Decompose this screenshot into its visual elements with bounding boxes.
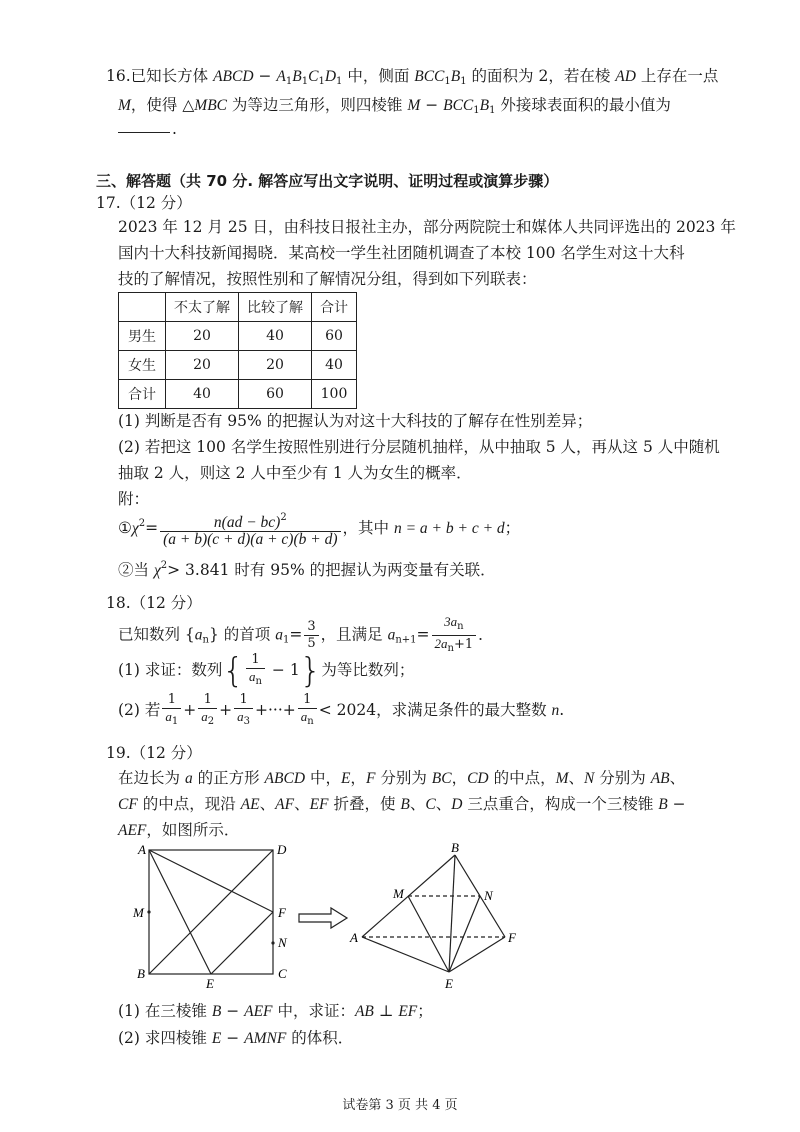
q17-subquestion-1: (1) 判断是否有 95% 的把握认为对这十大科技的了解存在性别差异； (118, 412, 593, 430)
label-A: A (138, 842, 146, 857)
label-F: F (508, 930, 516, 945)
q19-figure (125, 838, 545, 998)
label-B: B (451, 840, 459, 855)
label-A: A (350, 930, 358, 945)
table-cell: 60 (312, 322, 357, 351)
q19-line3: AEF，如图所示． (118, 821, 240, 839)
contingency-table (118, 292, 357, 409)
q16-line2: M，使得 △MBC 为等边三角形，则四棱锥 $M - BCC_1B_1$ 外接球表面积的最小值为 (118, 96, 671, 116)
q19-subquestion-2: (2) 求四棱锥 E − AMNF 的体积． (118, 1029, 354, 1047)
label-M: M (393, 886, 404, 901)
label-B: B (137, 966, 145, 981)
label-D: D (277, 842, 287, 857)
label-C: C (278, 966, 287, 981)
label-M: M (133, 905, 144, 920)
edge-BE (449, 855, 455, 972)
table-header-cell (119, 293, 166, 322)
table-row (119, 380, 357, 409)
table-row (119, 351, 357, 380)
square-figure (149, 850, 273, 974)
q17-subquestion-2-line2: 抽取 2 人，则这 2 人中至少有 1 人为女生的概率． (118, 464, 472, 482)
segment-AE (149, 850, 211, 974)
q18-line1: 已知数列 $\{a_n\}$ 的首项 $a_1=$ $\frac{3}{5}$ ，且满足 $a_{n+1}=$ $\frac{3a_n}{2a_n+1}$ ． (118, 614, 494, 657)
q16-line1: 16.已知长方体 ABCD − $A_1B_1C_1D_1$ 中，侧面 $BCC_1B_1$ 的面积为 2，若在棱 AD 上存在一点 (106, 67, 719, 87)
edge-EF (449, 937, 505, 972)
section-3-header: 三、解答题（共 70 分. 解答应写出文字说明、证明过程或演算步骤） (96, 172, 559, 190)
segment-EM (408, 896, 449, 972)
table-row (119, 322, 357, 351)
table-cell: 40 (166, 380, 239, 409)
table-cell: 合计 (119, 380, 166, 409)
label-E: E (206, 976, 214, 991)
table-cell: 女生 (119, 351, 166, 380)
chi-square-fraction: $\frac{n(ad - bc)^2}{(a + b)(c + d)(a + c)(b + d)}$ (160, 510, 340, 548)
table-header-row (119, 293, 357, 322)
q17-formula-chi-square: $①\chi^2=$ $\frac{n(ad - bc)^2}{(a + b)(c + d)(a + c)(b + d)}$ ，其中 n = a + b + c + d； (118, 512, 521, 548)
q17-formula-threshold: ②当 $\chi^2> 3.841$ 时有 95% 的把握认为两变量有关联． (118, 560, 496, 579)
table-cell: 20 (166, 322, 239, 351)
q19-line1: 在边长为 a 的正方形 ABCD 中，E，F 分别为 BC，CD 的中点，M、N 分别为 AB、 (118, 769, 686, 787)
q16-period: . (172, 120, 177, 138)
table-cell: 20 (166, 351, 239, 380)
reciprocal-fraction: $\frac{1}{a_n}$ (246, 652, 265, 690)
q17-paragraph-line3: 技的了解情况，按照性别和了解情况分组，得到如下列联表： (118, 270, 537, 288)
recurrence-fraction: $\frac{3a_n}{2a_n+1}$ (432, 614, 477, 657)
page-footer: 试卷第 3 页 共 4 页 (342, 1098, 458, 1113)
q17-header: 17.（12 分） (96, 194, 192, 212)
q17-subquestion-2-line1: (2) 若把这 100 名学生按照性别进行分层随机抽样，从中抽取 5 人，再从这 5 人中随机 (118, 438, 720, 456)
segment-AF (149, 850, 273, 912)
label-F: F (278, 905, 286, 920)
pyramid-figure (362, 855, 505, 972)
point-N-dot (271, 941, 274, 944)
point-M-dot (147, 910, 150, 913)
label-N: N (484, 888, 493, 903)
table-cell: 20 (239, 351, 312, 380)
q18-subquestion-1: (1) 求证：数列{ $\frac{1}{a_n}$ − 1}为等比数列； (118, 651, 415, 691)
q19-line2: CF 的中点，现沿 AE、AF、EF 折叠，使 B、C、D 三点重合，构成一个三棱锥 B − (118, 795, 686, 813)
segment-EF (211, 912, 273, 974)
table-header-cell: 合计 (312, 293, 357, 322)
fraction-3-5: $\frac{3}{5}$ (304, 619, 318, 652)
table-cell: 100 (312, 380, 357, 409)
label-E: E (445, 976, 453, 991)
q18-subquestion-2: (2) 若 $\frac{1}{a_1}$ + $\frac{1}{a_2}$ + $\frac{1}{a_3}$ +···+ $\frac{1}{a_n}$ < 2024，求满足条件的最大整数 n. (118, 692, 565, 727)
q17-paragraph-line1: 2023 年 12 月 25 日，由科技日报社主办，部分两院院士和媒体人共同评选出的 2023 年 (118, 218, 736, 236)
edge-AE (362, 937, 449, 972)
table-cell: 40 (239, 322, 312, 351)
q18-header: 18.（12 分） (106, 594, 202, 612)
table-cell: 40 (312, 351, 357, 380)
table-header-cell: 不太了解 (166, 293, 239, 322)
q17-appendix-label: 附： (118, 490, 150, 508)
q16-answer-blank (118, 132, 170, 133)
table-header-cell: 比较了解 (239, 293, 312, 322)
q19-header: 19.（12 分） (106, 744, 202, 762)
q19-subquestion-1: (1) 在三棱锥 B − AEF 中，求证：AB ⊥ EF； (118, 1002, 433, 1020)
table-cell: 60 (239, 380, 312, 409)
table-cell: 男生 (119, 322, 166, 351)
q17-paragraph-line2: 国内十大科技新闻揭晓．某高校一学生社团随机调查了本校 100 名学生对这十大科 (118, 244, 685, 262)
fold-arrow-icon (299, 908, 347, 928)
segment-EN (449, 896, 480, 972)
label-N: N (278, 935, 287, 950)
segment-BD (149, 850, 273, 974)
